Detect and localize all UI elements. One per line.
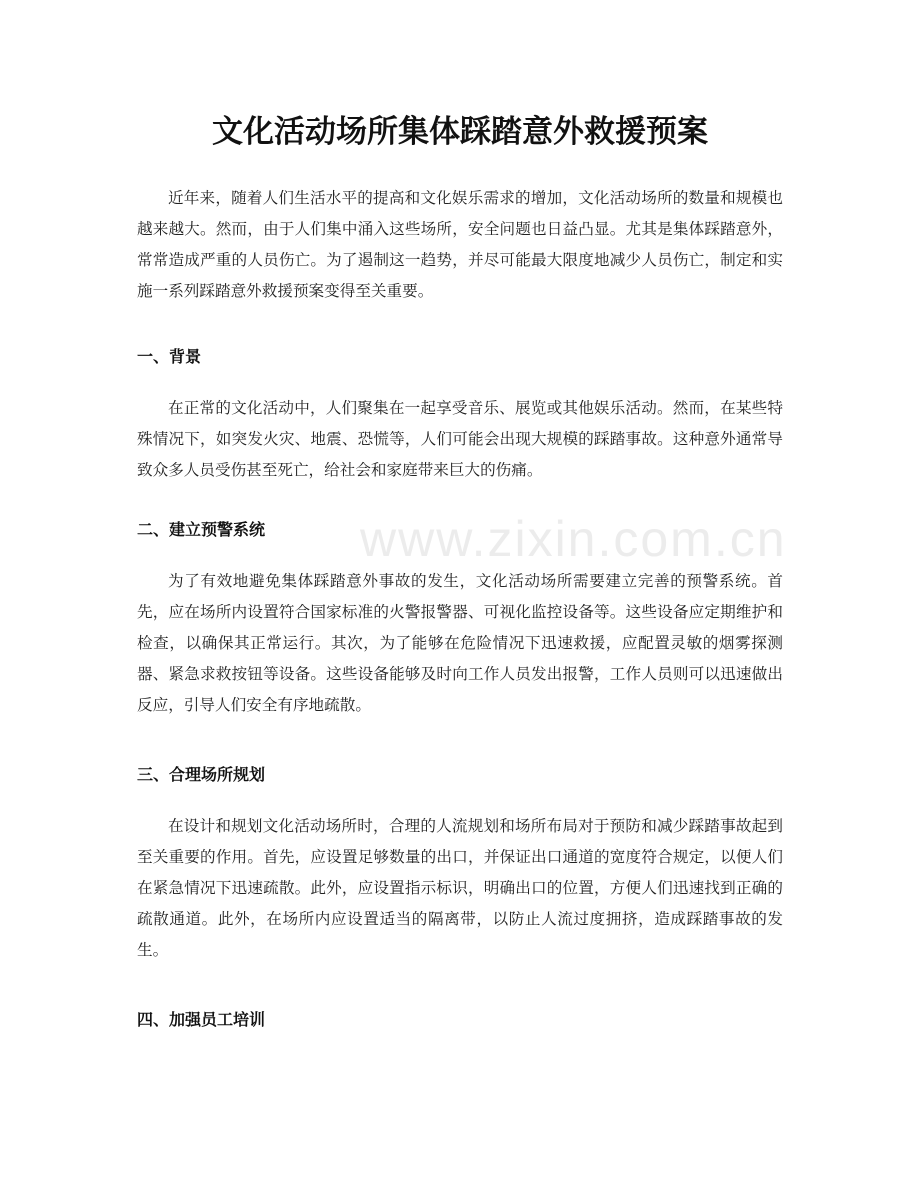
section-heading-background: 一、背景 [137, 347, 202, 366]
section-heading-venue-planning: 三、合理场所规划 [137, 765, 266, 784]
section-heading-warning-system: 二、建立预警系统 [137, 520, 266, 539]
watermark: www.zixin.com.cn [360, 511, 787, 567]
section-body-venue-planning: 在设计和规划文化活动场所时，合理的人流规划和场所布局对于预防和减少踩踏事故起到至关重要的作用。首先，应设置足够数量的出口，并保证出口通道的宽度符合规定，以便人们在紧急情况下迅速疏散。此外，应设置指示标识，明确出口的位置，方便人们迅速找到正确的疏散通道。此外，在场所内应设置适当的隔离带，以防止人流过度拥挤，造成踩踏事故的发生。 [137, 817, 783, 959]
section-heading-staff-training: 四、加强员工培训 [137, 1010, 266, 1029]
document-title: 文化活动场所集体踩踏意外救援预案 [212, 114, 708, 150]
section-body-background: 在正常的文化活动中，人们聚集在一起享受音乐、展览或其他娱乐活动。然而，在某些特殊情况下，如突发火灾、地震、恐慌等，人们可能会出现大规模的踩踏事故。这种意外通常导致众多人员受伤甚至死亡，给社会和家庭带来巨大的伤痛。 [137, 399, 783, 479]
intro-paragraph: 近年来，随着人们生活水平的提高和文化娱乐需求的增加，文化活动场所的数量和规模也越来越大。然而，由于人们集中涌入这些场所，安全问题也日益凸显。尤其是集体踩踏意外，常常造成严重的人员伤亡。为了遏制这一趋势，并尽可能最大限度地减少人员伤亡，制定和实施一系列踩踏意外救援预案变得至关重要。 [137, 189, 783, 300]
section-body-warning-system: 为了有效地避免集体踩踏意外事故的发生，文化活动场所需要建立完善的预警系统。首先，应在场所内设置符合国家标准的火警报警器、可视化监控设备等。这些设备应定期维护和检查，以确保其正常运行。其次，为了能够在危险情况下迅速救援，应配置灵敏的烟雾探测器、紧急求救按钮等设备。这些设备能够及时向工作人员发出报警，工作人员则可以迅速做出反应，引导人们安全有序地疏散。 [137, 572, 783, 714]
